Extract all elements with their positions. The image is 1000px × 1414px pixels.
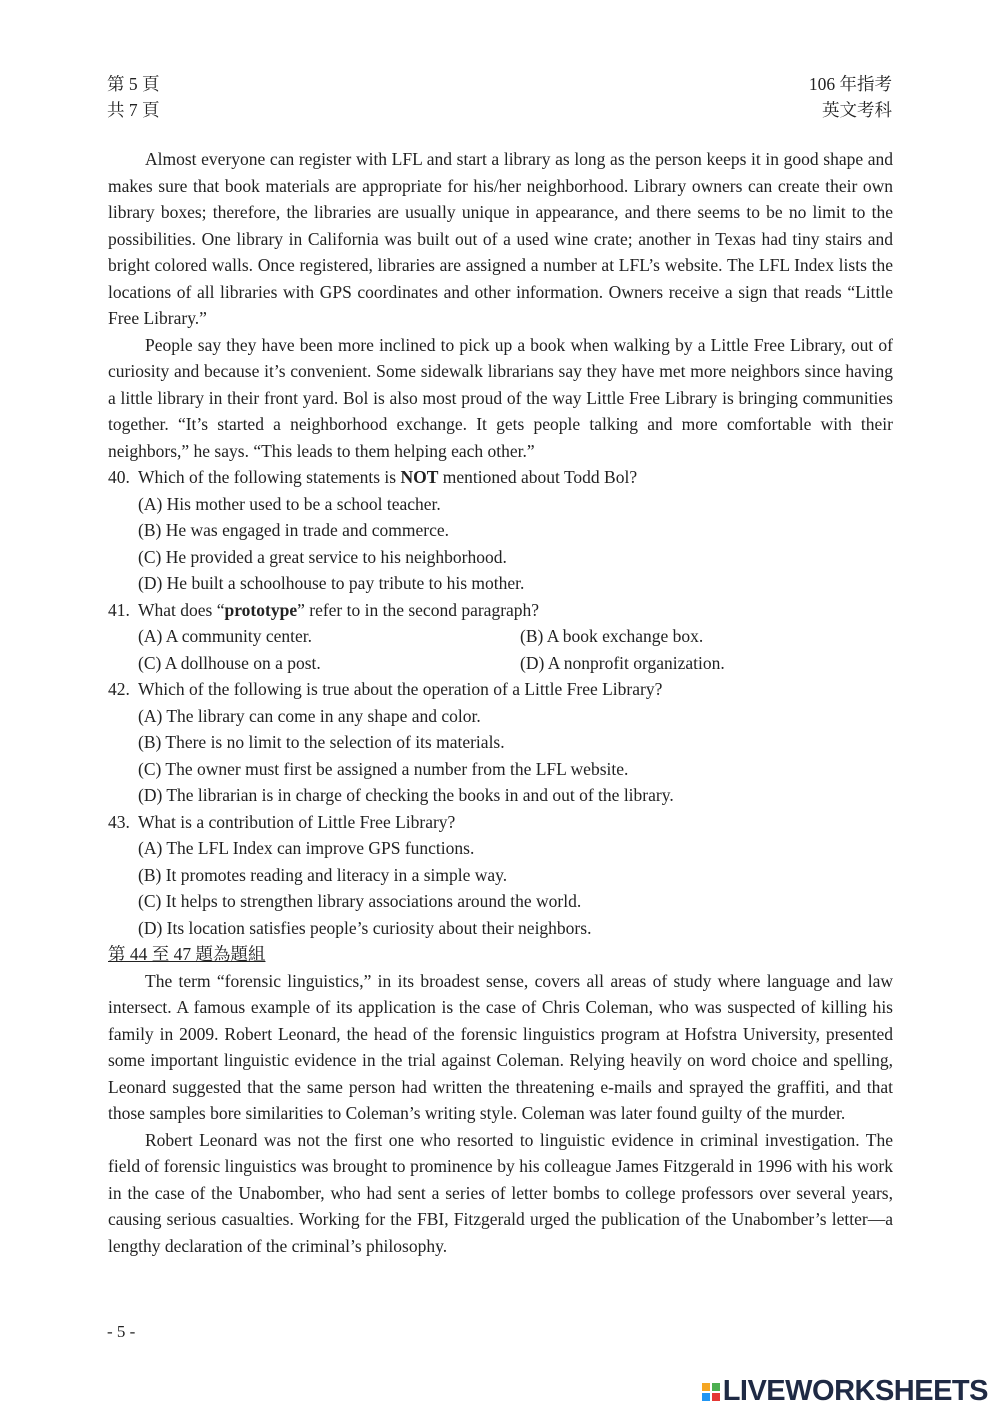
paragraph-community: People say they have been more inclined to pick up a book when walking by a Little Free Library, out of curiosity and because it’s convenient. Some sidewalk librarians say they have met more neighbors since having a little library in their front yard. Bol is also most proud of the way Little Free Library is bringing communities together. “It’s started a neighborhood exchange. It gets people talking and more comfortable with their neighbors,” he says. “This leads to them helping each other.” [108,334,893,461]
page-number: - 5 - [107,1322,136,1341]
emphasis-word: prototype [224,599,298,620]
option-c[interactable]: (C) The owner must first be assigned a number from the LFL website. [138,758,629,779]
page-indicator: 第 5 頁 [107,74,160,94]
exam-subject: 英文考科 [822,100,892,120]
logo-square-4 [712,1393,720,1401]
option-b[interactable]: (B) There is no limit to the selection of its materials. [138,732,505,752]
question-number: 40. [108,467,130,487]
question-number: 43. [108,811,130,832]
option-d[interactable]: (D) He built a schoolhouse to pay tribute to his mother. [138,573,525,593]
question-number: 41. [108,599,130,620]
question-stem [108,464,893,491]
answer-options [108,623,893,676]
exam-year: 106 年指考 [808,74,892,94]
section-heading: 第 44 至 47 題為題組 [108,944,266,964]
emphasis-word: NOT [400,467,439,487]
question-text: What is a contribution of Little Free Library? [138,811,456,832]
header-right [809,71,892,123]
option-d[interactable]: (D) A nonprofit organization. [520,652,725,673]
answer-options [108,491,893,597]
paragraph-unabomber: Robert Leonard was not the first one who resorted to linguistic evidence in criminal investigation. The field of forensic linguistics was brought to prominence by his colleague James Fitzgerald in 1996 with his work in the case of the Unabomber, who had sent a series of letter bombs to college professors over several years, causing serious casualties. Working for the FBI, Fitzgerald urged the publication of the Unabomber’s letter—a lengthy declaration of the criminal’s philosophy. [108,1129,893,1256]
option-c[interactable]: (C) It helps to strengthen library associations around the world. [138,891,582,911]
logo-square-2 [712,1383,720,1391]
question-stem [108,597,893,624]
option-a[interactable]: (A) The LFL Index can improve GPS functions. [138,838,475,858]
option-b[interactable]: (B) A book exchange box. [520,626,704,646]
paragraph-registration: Almost everyone can register with LFL and start a library as long as the person keeps it in good shape and makes sure that book materials are appropriate for his/her neighborhood. Library owners can create their own library boxes; therefore, the libraries are usually unique in appearance, and there seems to be no limit to the possibilities. One library in California was built out of a used wine crate; another in Texas had tiny stairs and bright colored walls. Once registered, libraries are assigned a number at LFL’s website. The LFL Index lists the locations of all libraries with GPS coordinates and other information. Owners receive a sign that reads “Little Free Library.” [108,149,893,328]
question-43 [108,809,893,942]
total-pages: 共 7 頁 [107,100,160,120]
question-40 [108,464,893,597]
paragraph-forensic-linguistics: The term “forensic linguistics,” in its broadest sense, covers all areas of study where language and law intersect. A famous example of its application is the case of Chris Coleman, who was suspected of killing his family in 2009. Robert Leonard, the head of the forensic linguistics program at Hofstra University, presented some important linguistic evidence in the trial against Coleman. Relying heavily on word choice and spelling, Leonard suggested that the same person had written the threatening e-mails and sprayed the graffiti, and that those samples bore similarities to Coleman’s writing style. Coleman was later found guilty of the murder. [108,970,893,1123]
answer-options [108,835,893,941]
question-42 [108,676,893,809]
question-text: Which of the following is true about the operation of a Little Free Library? [138,679,663,699]
question-number: 42. [108,679,130,699]
question-stem [108,809,893,836]
question-text: Which of the following statements is NOT mentioned about Todd Bol? [138,467,638,487]
option-c[interactable]: (C) He provided a great service to his neighborhood. [138,546,507,567]
question-41 [108,597,893,677]
option-c[interactable]: (C) A dollhouse on a post. [138,652,321,673]
option-d[interactable]: (D) The librarian is in charge of checking the books in and out of the library. [138,785,674,805]
option-b[interactable]: (B) He was engaged in trade and commerce. [138,520,449,540]
option-d[interactable]: (D) Its location satisfies people’s curiosity about their neighbors. [138,917,592,938]
page-content [108,146,893,1259]
logo-square-1 [702,1383,710,1391]
option-a[interactable]: (A) His mother used to be a school teacher. [138,493,441,514]
answer-options [108,703,893,809]
liveworksheets-logo [702,1375,988,1408]
logo-icon [702,1383,720,1401]
logo-square-3 [702,1393,710,1401]
logo-text: LIVEWORKSHEETS [722,1375,988,1407]
header-left [107,71,160,123]
option-a[interactable]: (A) A community center. [138,626,312,646]
option-b[interactable]: (B) It promotes reading and literacy in a simple way. [138,864,508,885]
question-stem [108,676,893,703]
option-a[interactable]: (A) The library can come in any shape and color. [138,705,481,726]
question-text: What does “prototype” refer to in the second paragraph? [138,599,540,620]
